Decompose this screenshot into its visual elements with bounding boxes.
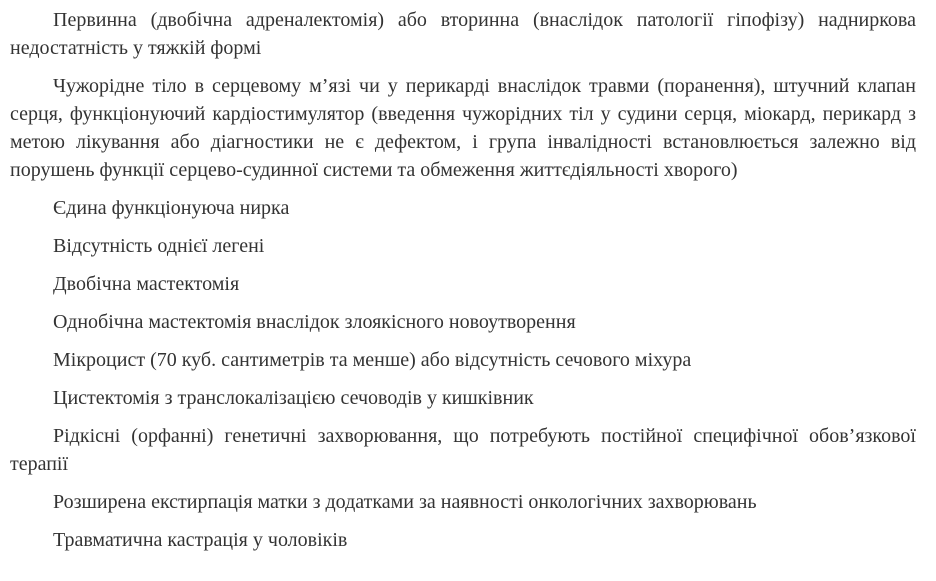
paragraph-bilateral-mastectomy: Двобічна мастектомія <box>53 273 240 295</box>
paragraph-foreign-body-heart: Чужорідне тіло в серцевому м’язі чи у перикарді внаслідок травми (поранення), штучний клапан серця, функціонуючий кардіостимулятор (введення чужорідних тіл у судини серця, міокард, перикард з метою лікування або діагностики не є дефектом, і група інвалідності встановлюється залежно від порушень функції серцево-судинної системи та обмеження життєдіяльності хворого) <box>10 75 916 181</box>
paragraph-adrenal-insufficiency: Первинна (двобічна адреналектомія) або вторинна (внаслідок патології гіпофізу) надниркова недостатність у тяжкій формі <box>10 9 916 59</box>
paragraph-traumatic-castration: Травматична кастрація у чоловіків <box>53 529 348 551</box>
paragraph-microcyst-bladder: Мікроцист (70 куб. сантиметрів та менше) або відсутність сечового міхура <box>53 349 692 371</box>
paragraph-unilateral-mastectomy: Однобічна мастектомія внаслідок злоякісного новоутворення <box>53 311 576 333</box>
paragraph-cystectomy: Цистектомія з транслокалізацією сечоводів у кишківник <box>53 387 534 409</box>
paragraph-single-kidney: Єдина функціонуюча нирка <box>53 197 290 219</box>
paragraph-absent-lung: Відсутність однієї легені <box>53 235 265 257</box>
paragraph-uterus-extirpation: Розширена екстирпація матки з додатками за наявності онкологічних захворювань <box>53 491 757 513</box>
paragraph-orphan-diseases: Рідкісні (орфанні) генетичні захворювання, що потребують постійної специфічної обов’язкової терапії <box>10 425 916 475</box>
